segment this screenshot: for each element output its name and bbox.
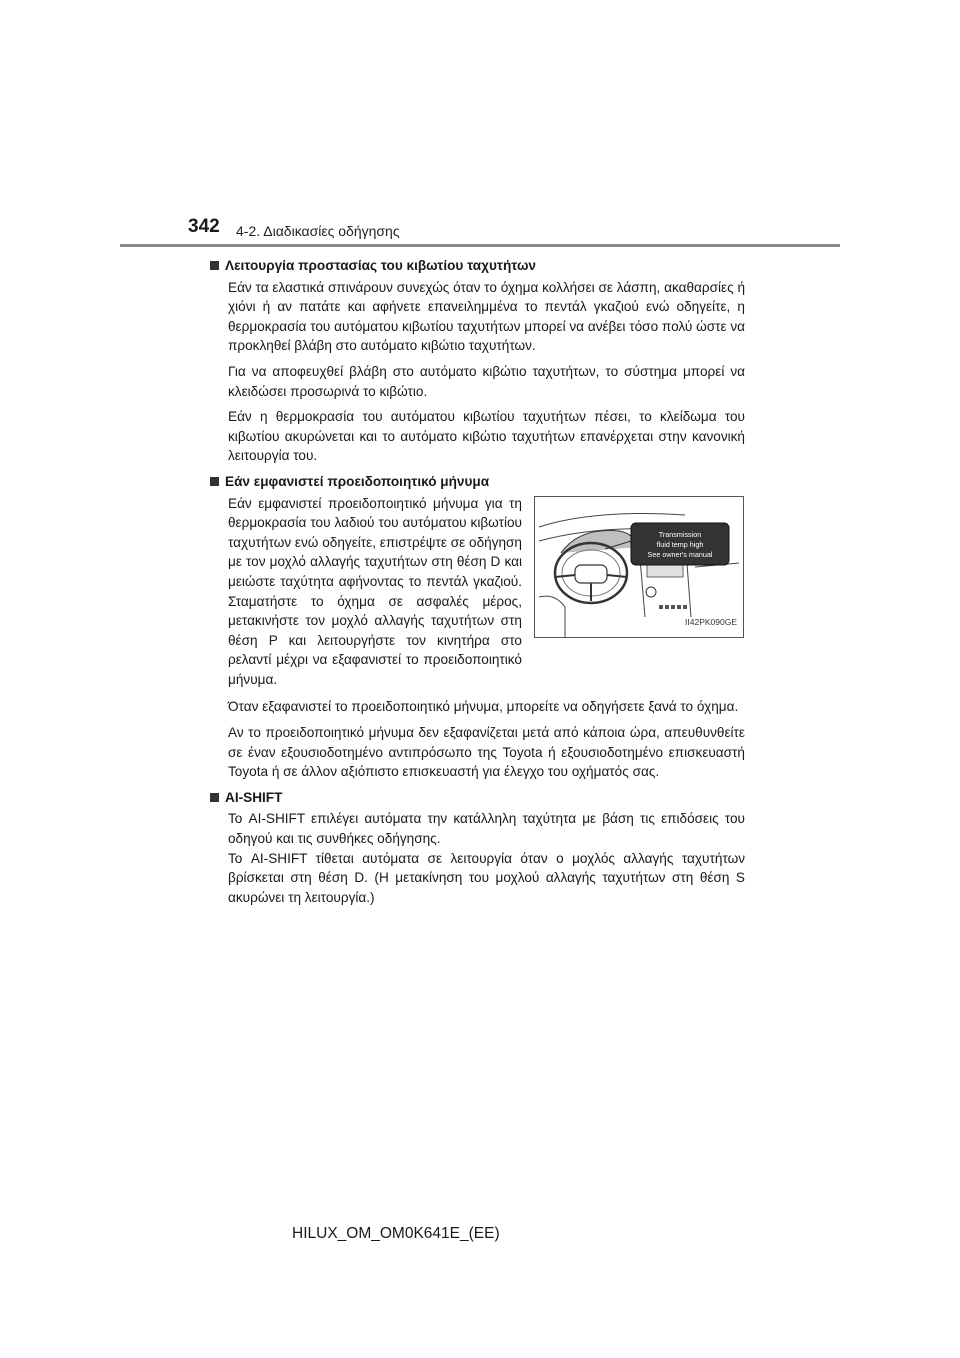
square-bullet-icon [210,261,219,270]
paragraph: Το AI-SHIFT επιλέγει αυτόματα την κατάλληλη ταχύτητα με βάση τις επιδόσεις του οδηγού και τις συνθήκες οδήγησης. [228,811,745,847]
header-rule [120,244,840,247]
heading-text: Εάν εμφανιστεί προειδοποιητικό μήνυμα [225,473,490,489]
page-content [210,256,745,913]
paragraph: Όταν εξαφανιστεί το προειδοποιητικό μήνυμα, μπορείτε να οδηγήσετε ξανά το όχημα. [228,699,739,715]
warning-block [228,494,745,690]
paragraph: Αν το προειδοποιητικό μήνυμα δεν εξαφανίζεται μετά από κάποια ώρα, απευθυνθείτε σε έναν εξουσιοδοτημένο αντιπρόσωπο της Toyota ή εξουσιοδοτημένο επισκευαστή Toyota ή σε άλλον αξιόπιστο επισκευαστή για έλεγχο του οχήματός σας. [228,725,745,780]
square-bullet-icon [210,793,219,802]
paragraph: Το AI-SHIFT τίθεται αυτόματα σε λειτουργία όταν ο μοχλός αλλαγής ταχυτήτων βρίσκεται στη θέση D. (Η μετακίνηση του μοχλού αλλαγής ταχυτήτων στη θέση S ακυρώνει τη λειτουργία.) [228,850,745,905]
heading-text: Λειτουργία προστασίας του κιβωτίου ταχυτήτων [225,258,536,273]
dashboard-illustration [534,496,744,638]
paragraph: Για να αποφευχθεί βλάβη στο αυτόματο κιβώτιο ταχυτήτων, το σύστημα μπορεί να κλειδώσει προσωρινά το κιβώτιο. [228,363,745,399]
figure-code: II42PK090GE [685,616,737,627]
section-title: 4-2. Διαδικασίες οδήγησης [236,223,400,239]
display-text: Transmission [658,529,702,539]
page-number: 342 [188,216,220,237]
display-text: fluid temp high [656,539,704,549]
document-id: HILUX_OM_OM0K641E_(EE) [292,1225,500,1242]
paragraph: Εάν εμφανιστεί προειδοποιητικό μήνυμα για τη θερμοκρασία του λαδιού του αυτόματου κιβωτίου ταχυτήτων ενώ οδηγείτε, επιστρέψτε σε οδήγηση με τον μοχλό αλλαγής ταχυτήτων στη θέση D και μειώστε ταχύτητα αφήνοντας το πεντάλ γκαζιού. Σταματήστε το όχημα σε ασφαλές μέρος, μετακινήστε τον μοχλό αλλαγής ταχυτήτων στη θέση P και λειτουργήστε τον κινητήρα στο ρελαντί μέχρι να εξαφανιστεί το προειδοποιητικό μήνυμα. [228,495,522,687]
paragraph: Εάν η θερμοκρασία του αυτόματου κιβωτίου ταχυτήτων πέσει, το κλείδωμα του κιβωτίου ακυρώνεται και το αυτόματο κιβώτιο ταχυτήτων επανέρχεται στην κανονική λειτουργία του. [228,409,745,464]
heading-text: AI-SHIFT [225,789,283,805]
heading-transmission-protection [210,256,745,276]
heading-warning-message [210,472,745,492]
square-bullet-icon [210,477,219,486]
heading-ai-shift [210,788,745,808]
paragraph: Εάν τα ελαστικά σπινάρουν συνεχώς όταν το όχημα κολλήσει σε λάσπη, ακαθαρσίες ή χιόνι ή αν πατάτε και αφήνετε επανειλημμένα το πεντάλ γκαζιού ενώ οδηγείτε, η θερμοκρασία του αυτόματου κιβωτίου ταχυτήτων μπορεί να ανέβει τόσο πολύ ώστε να προκληθεί βλάβη στο αυτόματο κιβώτιο ταχυτήτων. [228,279,745,354]
display-text: See owner's manual [647,549,713,559]
